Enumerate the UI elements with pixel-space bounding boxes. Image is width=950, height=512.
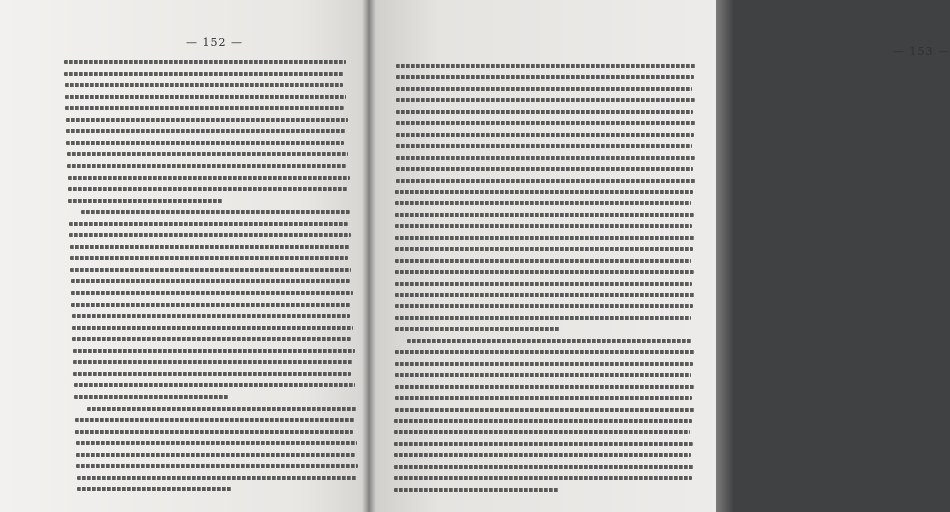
text-line [395,327,560,331]
text-line [87,407,357,411]
text-line [396,64,696,68]
text-line [68,187,348,191]
left-page [0,0,368,512]
text-line [394,442,693,446]
text-line [395,316,691,320]
text-line [75,418,355,422]
text-line [76,453,355,457]
text-line [67,152,348,156]
text-line [68,199,223,203]
text-line [64,60,346,64]
text-line [77,487,232,491]
text-line [394,488,559,492]
text-line [396,110,693,114]
text-line [76,441,357,445]
text-line [395,350,695,354]
text-line [66,141,344,145]
text-line [75,430,353,434]
text-line [395,373,691,377]
text-line [395,201,691,205]
page-number: — 152 — [186,36,243,49]
text-line [65,83,343,87]
text-line [74,395,229,399]
text-line [73,360,353,364]
text-line [395,270,694,274]
text-line [71,279,350,283]
text-line [72,326,353,330]
text-line [66,118,348,122]
text-line [396,98,695,102]
text-line [395,224,692,228]
page-edge [716,0,735,512]
text-line [68,176,350,180]
text-line [65,95,346,99]
text-line [395,190,693,194]
book-gutter [362,0,376,512]
text-line [69,222,348,226]
text-line [66,129,346,133]
text-line [396,179,696,183]
text-line [396,167,693,171]
text-line [395,282,692,286]
text-line [395,304,693,308]
text-line [69,233,351,237]
text-line [394,453,691,457]
text-line [396,121,696,125]
right-page [368,0,950,512]
text-line [396,144,692,148]
text-line [407,339,692,343]
text-line [72,314,350,318]
text-line [395,362,693,366]
text-line [72,337,351,341]
text-line [73,349,355,353]
text-line [74,383,355,387]
text-line [70,245,350,249]
text-line [71,291,353,295]
text-line [64,72,344,76]
text-line [70,268,351,272]
text-line [395,213,694,217]
text-line [396,156,695,160]
text-line [395,396,692,400]
text-line [394,476,692,480]
text-line [395,385,694,389]
text-line [77,476,357,480]
text-line [81,210,350,214]
text-line [396,133,694,137]
text-line [395,293,695,297]
text-line [71,303,351,307]
text-line [70,256,348,260]
page-number: — 153 — [893,45,950,58]
text-line [76,464,358,468]
text-line [395,247,693,251]
text-line [394,419,692,423]
text-line [65,106,344,110]
text-line [394,430,690,434]
text-line [396,75,694,79]
text-line [395,236,695,240]
text-line [394,465,694,469]
text-line [67,164,346,168]
text-line [73,372,351,376]
text-line [396,87,692,91]
text-line [395,259,691,263]
text-line [395,408,695,412]
